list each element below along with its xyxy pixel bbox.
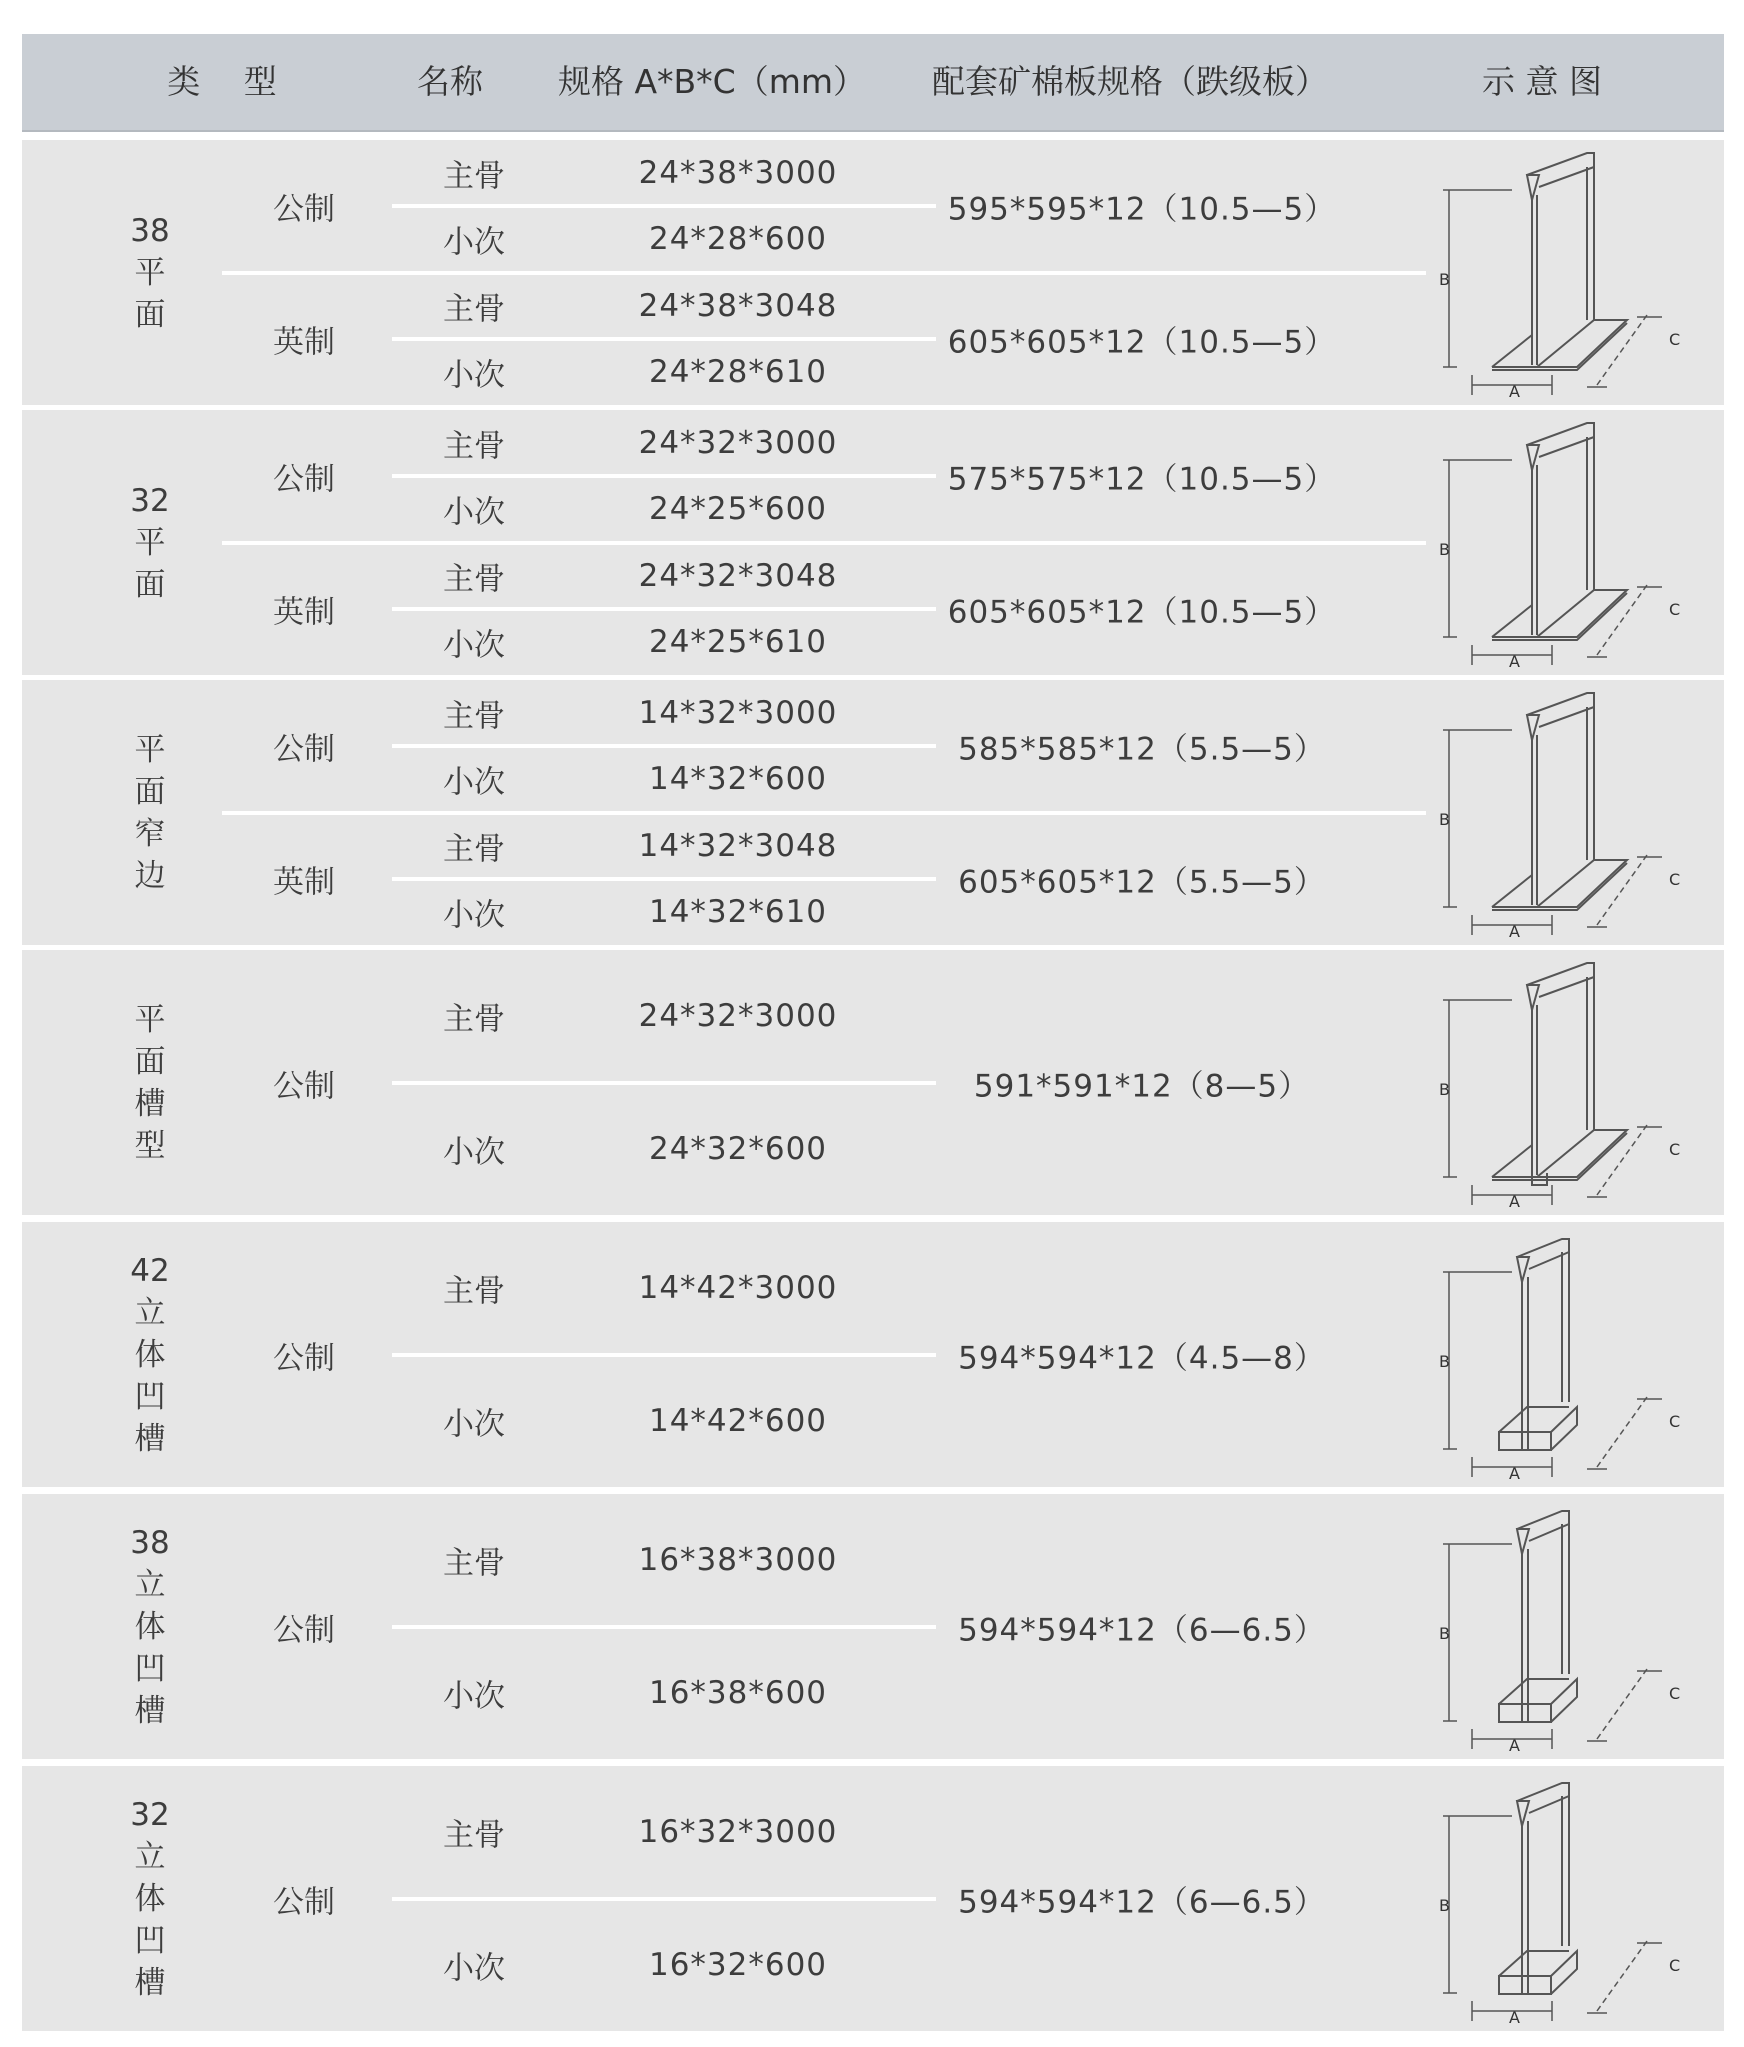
type-label-line: 槽 bbox=[134, 1085, 166, 1122]
system-label: 公制 bbox=[273, 191, 335, 228]
row-divider bbox=[392, 204, 936, 208]
type-label bbox=[125, 1522, 175, 1732]
dimension-label-a: A bbox=[1509, 1192, 1520, 1211]
type-label-line: 42 bbox=[130, 1252, 170, 1289]
type-label-line: 面 bbox=[134, 566, 166, 603]
main-runner-spec: 14*32*3000 bbox=[638, 695, 838, 732]
type-label-line: 平 bbox=[134, 731, 166, 768]
subgroup-divider bbox=[222, 271, 1426, 275]
spec-group bbox=[22, 140, 1724, 405]
system-label: 公制 bbox=[273, 1612, 335, 1648]
board-spec: 605*605*12（5.5—5） bbox=[958, 864, 1326, 901]
system-label: 公制 bbox=[273, 461, 335, 498]
main-runner-spec: 24*38*3048 bbox=[638, 287, 838, 324]
dimension-label-c: C bbox=[1669, 1956, 1681, 1975]
system-label: 公制 bbox=[273, 1340, 335, 1376]
dimension-label-a: A bbox=[1509, 922, 1520, 941]
dimension-label-b: B bbox=[1439, 540, 1450, 559]
main-runner-name: 主骨 bbox=[443, 698, 505, 735]
cross-tee-name: 小次 bbox=[443, 1134, 505, 1171]
header-type: 类 型 bbox=[167, 62, 277, 101]
spec-group bbox=[22, 950, 1724, 1215]
type-label-line: 38 bbox=[130, 1524, 170, 1561]
type-label-line: 槽 bbox=[134, 1692, 166, 1729]
type-label-line: 立 bbox=[134, 1566, 166, 1603]
header-diagram: 示 意 图 bbox=[1482, 62, 1602, 101]
main-runner-spec: 24*32*3048 bbox=[638, 557, 838, 594]
main-runner-spec: 24*38*3000 bbox=[638, 155, 838, 192]
flat-t-grid-icon bbox=[1437, 415, 1717, 670]
header-spec: 规格 A*B*C（mm） bbox=[557, 62, 867, 101]
main-runner-name: 主骨 bbox=[443, 831, 505, 868]
cross-tee-spec: 24*32*600 bbox=[648, 1130, 828, 1167]
row-divider bbox=[392, 474, 936, 478]
type-label-line: 槽 bbox=[134, 1964, 166, 2001]
cross-tee-name: 小次 bbox=[443, 897, 505, 934]
board-spec: 594*594*12（6—6.5） bbox=[958, 1884, 1326, 1920]
spec-group bbox=[22, 410, 1724, 675]
recessed-t-grid-icon bbox=[1437, 1499, 1717, 1754]
type-label-line: 平 bbox=[134, 524, 166, 561]
row-divider bbox=[392, 1081, 936, 1085]
cross-tee-spec: 16*38*600 bbox=[648, 1674, 828, 1711]
type-label-line: 边 bbox=[134, 857, 166, 894]
row-divider bbox=[392, 1897, 936, 1901]
type-label-line: 立 bbox=[134, 1294, 166, 1331]
type-label-line: 窄 bbox=[134, 815, 166, 852]
cross-tee-spec: 14*32*600 bbox=[648, 761, 828, 798]
dimension-label-c: C bbox=[1669, 1140, 1681, 1159]
main-runner-name: 主骨 bbox=[443, 291, 505, 328]
cross-tee-name: 小次 bbox=[443, 627, 505, 664]
dimension-label-a: A bbox=[1509, 1464, 1520, 1483]
type-label-line: 面 bbox=[134, 296, 166, 333]
cross-tee-spec: 16*32*600 bbox=[648, 1946, 828, 1983]
type-label-line: 型 bbox=[134, 1127, 166, 1164]
spec-group bbox=[22, 1222, 1724, 1487]
board-spec: 605*605*12（10.5—5） bbox=[947, 324, 1337, 361]
row-divider bbox=[392, 744, 936, 748]
type-label-line: 32 bbox=[130, 482, 170, 519]
type-label-line: 凹 bbox=[134, 1650, 166, 1687]
main-runner-spec: 16*32*3000 bbox=[638, 1814, 838, 1851]
type-label-line: 平 bbox=[134, 254, 166, 291]
main-runner-spec: 24*32*3000 bbox=[638, 425, 838, 462]
board-spec: 605*605*12（10.5—5） bbox=[947, 594, 1337, 631]
dimension-label-a: A bbox=[1509, 382, 1520, 401]
cross-tee-name: 小次 bbox=[443, 764, 505, 801]
dimension-label-c: C bbox=[1669, 600, 1681, 619]
dimension-label-b: B bbox=[1439, 1896, 1450, 1915]
recessed-t-grid-icon bbox=[1437, 1771, 1717, 2026]
type-label-line: 面 bbox=[134, 1043, 166, 1080]
cross-tee-name: 小次 bbox=[443, 1678, 505, 1715]
cross-tee-name: 小次 bbox=[443, 224, 505, 261]
type-label bbox=[125, 480, 175, 606]
board-spec: 591*591*12（8—5） bbox=[973, 1068, 1311, 1104]
main-runner-spec: 14*42*3000 bbox=[638, 1270, 838, 1307]
type-label-line: 槽 bbox=[134, 1420, 166, 1457]
main-runner-name: 主骨 bbox=[443, 428, 505, 465]
main-runner-name: 主骨 bbox=[443, 561, 505, 598]
subgroup-divider bbox=[222, 541, 1426, 545]
cross-tee-spec: 14*42*600 bbox=[648, 1402, 828, 1439]
dimension-label-c: C bbox=[1669, 330, 1681, 349]
narrow-flat-t-grid-icon bbox=[1437, 685, 1717, 940]
dimension-label-a: A bbox=[1509, 652, 1520, 671]
type-label-line: 体 bbox=[134, 1880, 166, 1917]
type-label-line: 体 bbox=[134, 1608, 166, 1645]
main-runner-spec: 14*32*3048 bbox=[638, 827, 838, 864]
cross-tee-spec: 24*25*600 bbox=[648, 491, 828, 528]
flat-t-grid-icon bbox=[1437, 145, 1717, 400]
spec-group bbox=[22, 680, 1724, 945]
row-divider bbox=[392, 337, 936, 341]
cross-tee-spec: 14*32*610 bbox=[648, 893, 828, 930]
row-divider bbox=[392, 877, 936, 881]
recessed-t-grid-icon bbox=[1437, 1227, 1717, 1482]
main-runner-name: 主骨 bbox=[443, 1817, 505, 1854]
type-label-line: 体 bbox=[134, 1336, 166, 1373]
cross-tee-spec: 24*28*610 bbox=[648, 353, 828, 390]
cross-tee-name: 小次 bbox=[443, 1950, 505, 1987]
main-runner-name: 主骨 bbox=[443, 1273, 505, 1310]
type-label-line: 立 bbox=[134, 1838, 166, 1875]
board-spec: 594*594*12（4.5—8） bbox=[958, 1340, 1326, 1376]
dimension-label-a: A bbox=[1509, 1736, 1520, 1755]
grooved-flat-t-grid-icon bbox=[1437, 955, 1717, 1210]
header-name: 名称 bbox=[417, 62, 483, 101]
spec-group bbox=[22, 1766, 1724, 2031]
system-label: 英制 bbox=[273, 594, 335, 631]
system-label: 英制 bbox=[273, 864, 335, 901]
dimension-label-c: C bbox=[1669, 1684, 1681, 1703]
board-spec: 594*594*12（6—6.5） bbox=[958, 1612, 1326, 1648]
type-label-line: 凹 bbox=[134, 1922, 166, 1959]
main-runner-name: 主骨 bbox=[443, 158, 505, 195]
dimension-label-b: B bbox=[1439, 270, 1450, 289]
spec-group bbox=[22, 1494, 1724, 1759]
board-spec: 595*595*12（10.5—5） bbox=[947, 191, 1337, 228]
cross-tee-name: 小次 bbox=[443, 494, 505, 531]
system-label: 公制 bbox=[273, 1884, 335, 1920]
main-runner-spec: 16*38*3000 bbox=[638, 1542, 838, 1579]
dimension-label-a: A bbox=[1509, 2008, 1520, 2027]
type-label bbox=[125, 999, 175, 1167]
dimension-label-c: C bbox=[1669, 1412, 1681, 1431]
dimension-label-c: C bbox=[1669, 870, 1681, 889]
board-spec: 575*575*12（10.5—5） bbox=[947, 461, 1337, 498]
subgroup-divider bbox=[222, 811, 1426, 815]
type-label bbox=[125, 1250, 175, 1460]
system-label: 英制 bbox=[273, 324, 335, 361]
type-label-line: 38 bbox=[130, 212, 170, 249]
type-label-line: 平 bbox=[134, 1001, 166, 1038]
system-label: 公制 bbox=[273, 731, 335, 768]
dimension-label-b: B bbox=[1439, 1080, 1450, 1099]
main-runner-name: 主骨 bbox=[443, 1001, 505, 1038]
type-label-line: 32 bbox=[130, 1796, 170, 1833]
header-board: 配套矿棉板规格（跌级板） bbox=[932, 62, 1328, 101]
type-label bbox=[125, 1794, 175, 2004]
system-label: 公制 bbox=[273, 1068, 335, 1104]
row-divider bbox=[392, 1353, 936, 1357]
dimension-label-b: B bbox=[1439, 1352, 1450, 1371]
type-label bbox=[125, 210, 175, 336]
cross-tee-spec: 24*25*610 bbox=[648, 623, 828, 660]
main-runner-spec: 24*32*3000 bbox=[638, 998, 838, 1035]
table-header bbox=[22, 34, 1724, 132]
row-divider bbox=[392, 607, 936, 611]
type-label-line: 面 bbox=[134, 773, 166, 810]
dimension-label-b: B bbox=[1439, 1624, 1450, 1643]
row-divider bbox=[392, 1625, 936, 1629]
board-spec: 585*585*12（5.5—5） bbox=[958, 731, 1326, 768]
type-label-line: 凹 bbox=[134, 1378, 166, 1415]
main-runner-name: 主骨 bbox=[443, 1545, 505, 1582]
cross-tee-name: 小次 bbox=[443, 357, 505, 394]
type-label bbox=[125, 729, 175, 897]
cross-tee-spec: 24*28*600 bbox=[648, 221, 828, 258]
cross-tee-name: 小次 bbox=[443, 1406, 505, 1443]
dimension-label-b: B bbox=[1439, 810, 1450, 829]
